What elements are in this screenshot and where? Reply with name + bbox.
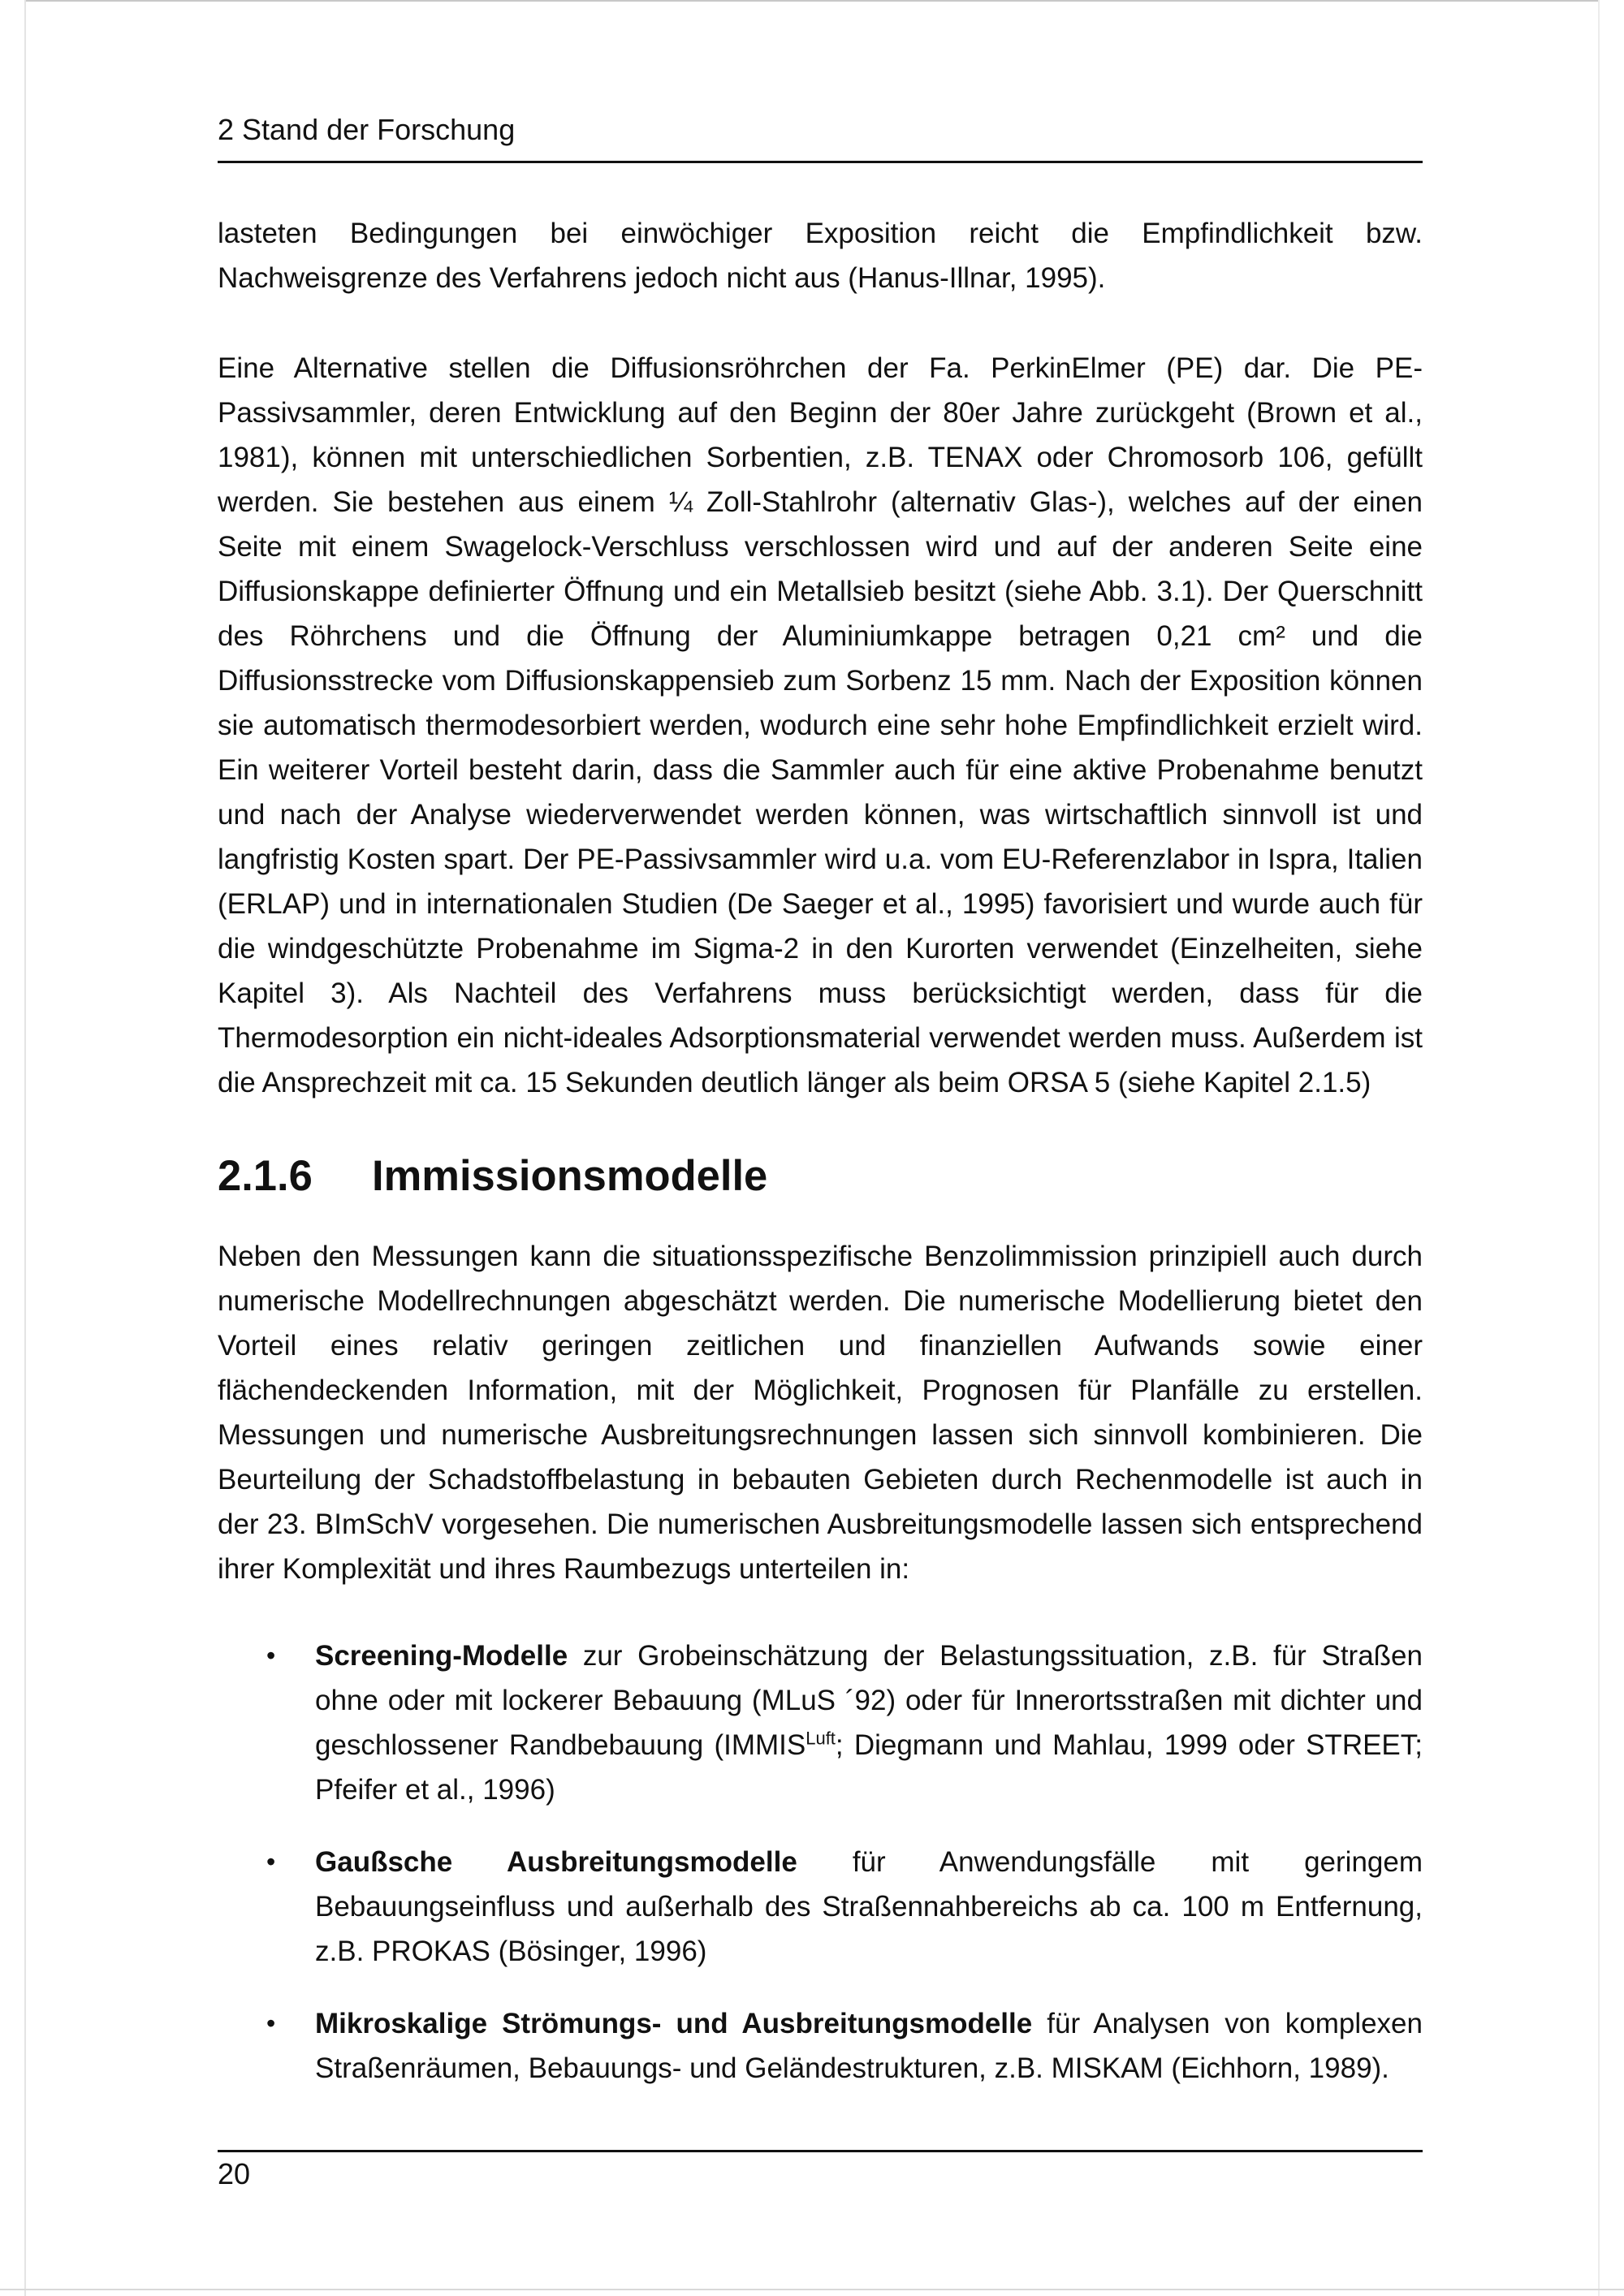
footer-rule [218, 2150, 1423, 2152]
list-item [218, 1634, 1423, 1812]
list-item-text-tail: ; Diegmann und Mahlau, 1999 oder STREET; Pfeifer et al., 1996) [315, 1729, 1423, 1806]
list-item-text: zur Grobeinschätzung der Belastungssituation, z.B. für Straßen ohne oder mit lockerer Bebauung (MLuS ´92) oder für Innerortsstraßen mit dichter und geschlossener Randbebauung (IMMIS [315, 1640, 1423, 1761]
page-number: 20 [218, 2157, 251, 2190]
scan-edge-top [24, 0, 1600, 2]
paragraph-continuation: lasteten Bedingungen bei einwöchiger Exposition reicht die Empfindlichkeit bzw. Nachweisgrenze des Verfahrens jedoch nicht aus (Hanus-Illnar, 1995). [218, 218, 1423, 294]
model-types-list [218, 1634, 1423, 2091]
list-item [218, 2001, 1423, 2091]
list-item-term: Gaußsche Ausbreitungsmodelle [315, 1846, 797, 1878]
scan-edge-right [1598, 0, 1600, 2296]
page-body [218, 211, 1423, 2118]
bullet-icon: • [266, 2009, 276, 2038]
header-rule [218, 161, 1423, 163]
bullet-icon: • [266, 1847, 276, 1876]
list-item [218, 1840, 1423, 1974]
bullet-icon: • [266, 1641, 276, 1670]
paragraph-pe-passive-sampler: Eine Alternative stellen die Diffusionsröhrchen der Fa. PerkinElmer (PE) dar. Die PE-Passivsammler, deren Entwicklung auf den Beginn der 80er Jahre zurückgeht (Brown et al., 1981), können mit unterschiedlichen Sorbentien, z.B. TENAX oder Chromosorb 106, gefüllt werden. Sie bestehen aus einem ¼ Zoll-Stahlrohr (alternativ Glas-), welches auf der einen Seite mit einem Swagelock-Verschluss verschlossen wird und auf der anderen Seite eine Diffusionskappe definierter Öffnung und ein Metallsieb besitzt (siehe Abb. 3.1). Der Querschnitt des Röhrchens und die Öffnung der Aluminiumkappe betragen 0,21 cm² und die Diffusionsstrecke vom Diffusionskappensieb zum Sorbenz 15 mm. Nach der Exposition können sie automatisch thermodesorbiert werden, wodurch eine sehr hohe Empfindlichkeit erzielt wird. Ein weiterer Vorteil besteht darin, dass die Sammler auch für eine aktive Probenahme benutzt und nach der Analyse wiederverwendet werden können, was wirtschaftlich sinnvoll ist und langfristig Kosten spart. Der PE-Passivsammler wird u.a. vom EU-Referenzlabor in Ispra, Italien (ERLAP) und in internationalen Studien (De Saeger et al., 1995) favorisiert und wurde auch für die windgeschützte Probenahme im Sigma-2 in den Kurorten verwendet (Einzelheiten, siehe Kapitel 3). Als Nachteil des Verfahrens muss berücksichtigt werden, dass für die Thermodesorption ein nicht-ideales Adsorptionsmaterial verwendet werden muss. Außerdem ist die Ansprechzeit mit ca. 15 Sekunden deutlich länger als beim ORSA 5 (siehe Kapitel 2.1.5) [218, 352, 1423, 1098]
superscript: Luft [806, 1728, 836, 1749]
list-item-term: Mikroskalige Strömungs- und Ausbreitungsmodelle [315, 2008, 1033, 2039]
section-heading [218, 1154, 1423, 1198]
section-number: 2.1.6 [218, 1152, 313, 1200]
running-header: 2 Stand der Forschung [218, 113, 516, 146]
list-item-text: für Anwendungsfälle mit geringem Bebauungseinfluss und außerhalb des Straßennahbereichs ab ca. 100 m Entfernung, z.B. PROKAS (Bösinger, 1996) [315, 1846, 1423, 1967]
scan-edge-left [24, 0, 26, 2296]
paragraph-immission-models: Neben den Messungen kann die situationsspezifische Benzolimmission prinzipiell auch durch numerische Modellrechnungen abgeschätzt werden. Die numerische Modellierung bietet den Vorteil eines relativ geringen zeitlichen und finanziellen Aufwands sowie einer flächendeckenden Information, mit der Möglichkeit, Prognosen für Planfälle zu erstellen. Messungen und numerische Ausbreitungsrechnungen lassen sich sinnvoll kombinieren. Die Beurteilung der Schadstoffbelastung in bebauten Gebieten durch Rechenmodelle ist auch in der 23. BImSchV vorgesehen. Die numerischen Ausbreitungsmodelle lassen sich entsprechend ihrer Komplexität und ihres Raumbezugs unterteilen in: [218, 1241, 1423, 1585]
list-item-term: Screening-Modelle [315, 1640, 568, 1672]
section-title: Immissionsmodelle [372, 1152, 768, 1200]
scan-edge-bottom [0, 2289, 1624, 2290]
list-item-text: für Analysen von komplexen Straßenräumen, Bebauungs- und Geländestrukturen, z.B. MISKAM (Eichhorn, 1989). [315, 2008, 1423, 2084]
